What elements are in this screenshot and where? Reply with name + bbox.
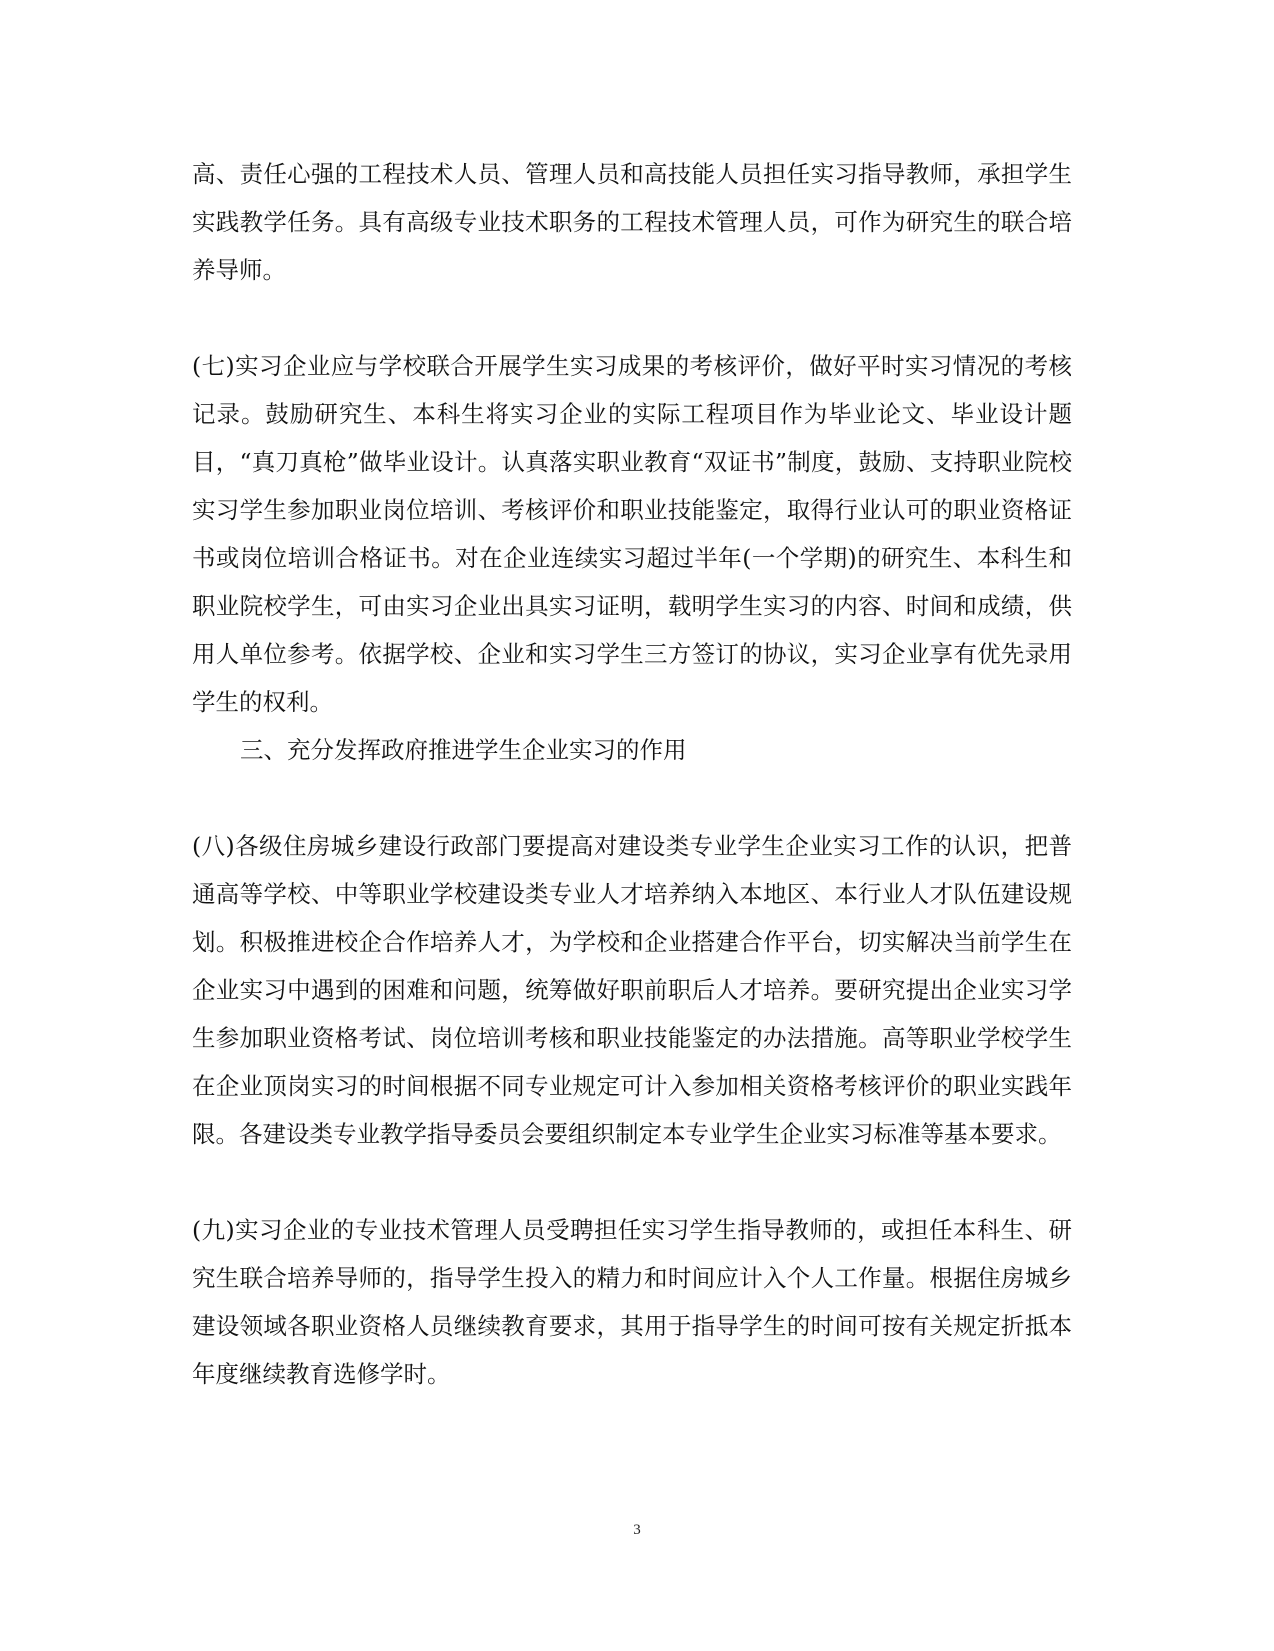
page-number: 3 (633, 1522, 641, 1538)
paragraph-eight: (八)各级住房城乡建设行政部门要提高对建设类专业学生企业实习工作的认识，把普通高等学校、中等职业学校建设类专业人才培养纳入本地区、本行业人才队伍建设规划。积极推进校企合作培养人才，为学校和企业搭建合作平台，切实解决当前学生在企业实习中遇到的困难和问题，统筹做好职前职后人才培养。要研究提出企业实习学生参加职业资格考试、岗位培训考核和职业技能鉴定的办法措施。高等职业学校学生在企业顶岗实习的时间根据不同专业规定可计入参加相关资格考核评价的职业实践年限。各建设类专业教学指导委员会要组织制定本专业学生企业实习标准等基本要求。 (192, 832, 1072, 1148)
paragraph-gap (192, 774, 1072, 822)
document-body (192, 150, 1072, 1398)
paragraph-continuation: 高、责任心强的工程技术人员、管理人员和高技能人员担任实习指导教师，承担学生实践教学任务。具有高级专业技术职务的工程技术管理人员，可作为研究生的联合培养导师。 (192, 160, 1072, 284)
paragraph-gap (192, 294, 1072, 342)
paragraph-gap (192, 1158, 1072, 1206)
paragraph-nine: (九)实习企业的专业技术管理人员受聘担任实习学生指导教师的，或担任本科生、研究生联合培养导师的，指导学生投入的精力和时间应计入个人工作量。根据住房城乡建设领域各职业资格人员继续教育要求，其用于指导学生的时间可按有关规定折抵本年度继续教育选修学时。 (192, 1216, 1072, 1388)
paragraph-seven: (七)实习企业应与学校联合开展学生实习成果的考核评价，做好平时实习情况的考核记录。鼓励研究生、本科生将实习企业的实际工程项目作为毕业论文、毕业设计题目，“真刀真枪”做毕业设计。认真落实职业教育“双证书”制度，鼓励、支持职业院校实习学生参加职业岗位培训、考核评价和职业技能鉴定，取得行业认可的职业资格证书或岗位培训合格证书。对在企业连续实习超过半年(一个学期)的研究生、本科生和职业院校学生，可由实习企业出具实习证明，载明学生实习的内容、时间和成绩，供用人单位参考。依据学校、企业和实习学生三方签订的协议，实习企业享有优先录用学生的权利。 (192, 352, 1072, 716)
section-heading-three: 三、充分发挥政府推进学生企业实习的作用 (240, 736, 687, 764)
